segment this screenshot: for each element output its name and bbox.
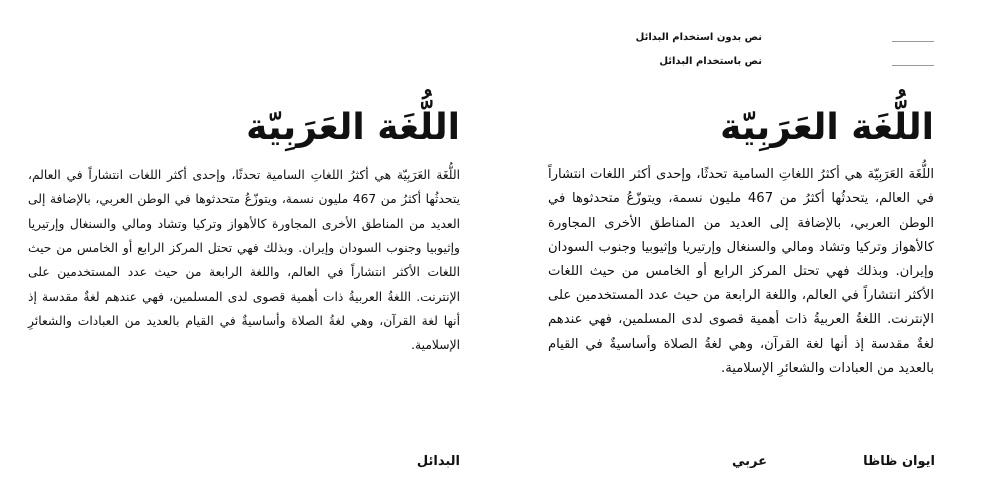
- sample-title: اللُّغَة العَرَبِيّة: [246, 107, 460, 148]
- legend-item-without-alternates: [636, 32, 762, 43]
- footer-alternates-label: البدائل: [416, 454, 460, 469]
- sample-title: اللُّغَة العَرَبِيّة: [720, 107, 934, 148]
- footer-font-name: ايوان ظاظا: [863, 454, 935, 469]
- legend-line-with-alternates: [892, 65, 934, 66]
- legend-label-without-alternates: نص بدون استخدام البدائل: [635, 32, 762, 43]
- legend-item-with-alternates: [659, 56, 762, 67]
- footer-arabic-label: عربي: [731, 454, 767, 469]
- sample-paragraph: اللُّغَة العَرَبِيّة هي أكثرُ اللغاتِ السامية تحدثًا، وإحدى أكثر اللغات انتشاراً في العالم، يتحدثُها أكثرُ من 467 مليون نسمة، ويتوزّعُ متحدثوها في الوطن العربي، بالإضافة إلى العديد من المناطق الأخرى المجاورة كالأهواز وتركيا وتشاد ومالي والسنغال وإرتيريا وإثيوبيا وجنوب السودان وإيران. وبذلك فهي تحتل المركز الرابع أو الخامس من حيث اللغات الأكثر انتشاراً في العالم، واللغة الرابعة من حيث عدد المستخدمين على الإنترنت. اللغةُ العربيةُ ذات أهمية قصوى لدى المسلمين، فهي عندهم لغةٌ مقدسة إذ أنها لغة القرآن، وهي لغةُ الصلاة وأساسيةٌ في القيام بالعديد من العبادات والشعائرِ الإسلامية.: [548, 167, 934, 376]
- legend-label-with-alternates: نص باستخدام البدائل: [659, 56, 762, 67]
- sample-paragraph: اللُّغَة العَرَبِيّة هي أكثرُ اللغاتِ السامية تحدثًا، وإحدى أكثر اللغات انتشاراً في العالم، يتحدثُها أكثرُ من 467 مليون نسمة، ويتوزّعُ متحدثوها في الوطن العربي، بالإضافة إلى العديد من المناطق الأخرى المجاورة كالأهواز وتركيا وتشاد ومالي والسنغال وإرتيريا وإثيوبيا وجنوب السودان وإيران. وبذلك فهي تحتل المركز الرابع أو الخامس من حيث اللغات الأكثر انتشاراً في العالم، واللغة الرابعة من حيث عدد المستخدمين على الإنترنت. اللغةُ العربيةُ ذات أهمية قصوى لدى المسلمين، فهي عندهم لغةٌ مقدسة إذ أنها لغة القرآن، وهي لغةُ الصلاة وأساسيةٌ في القيام بالعديد من العبادات والشعائرِ الإسلامية.: [28, 168, 460, 353]
- sample-column-alternates: [28, 106, 460, 358]
- sample-column-arabic: [548, 106, 934, 381]
- legend-line-without-alternates: [892, 41, 934, 42]
